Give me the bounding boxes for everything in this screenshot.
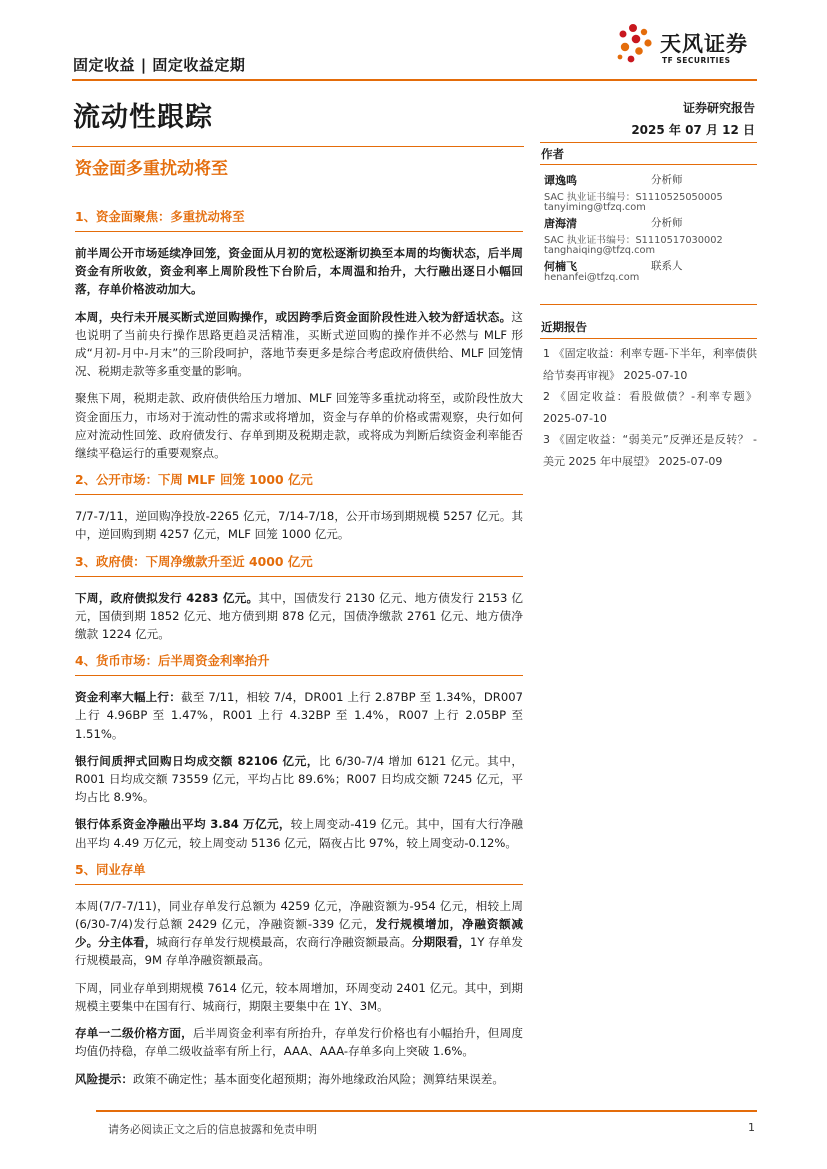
section-heading-3: 3、政府债：下周净缴款升至近 4000 亿元	[75, 553, 313, 569]
recent-report-link[interactable]: 1 《固定收益：利率专题-下半年，利率债供给节奏再审视》 2025-07-10	[543, 347, 757, 382]
section-heading-2: 2、公开市场：下周 MLF 回笼 1000 亿元	[75, 472, 313, 488]
sidebar-top-rule	[540, 142, 757, 143]
body-text: 城商行存单发行规模最高，农商行净融资额最高。	[156, 935, 412, 950]
sidebar-rule	[540, 304, 757, 305]
paragraph	[75, 308, 523, 381]
bold-text: 银行间质押式回购日均成交额 82106 亿元，	[75, 753, 319, 768]
tf-securities-logo	[612, 22, 762, 70]
author-name: 何楠飞	[544, 260, 577, 273]
section-rule	[75, 884, 523, 885]
recent-reports-heading: 近期报告	[541, 320, 587, 334]
paragraph	[75, 1024, 523, 1060]
bold-text: 存单一二级价格方面，	[75, 1026, 193, 1041]
section-rule	[75, 576, 523, 577]
page-number: 1	[748, 1121, 755, 1134]
author-role: 联系人	[651, 260, 683, 272]
body-text: 聚焦下周，税期走款、政府债供给压力增加、MLF 回笼等多重扰动将至，或阶段性放大资金面压力，市场对于流动性的需求或将增加，资金与存单的价格或需观察，央行如何应对流动性回笼、政府债发行、存单到期及税期走款，或将成为判断后续资金利率能否继续平稳运行的重要观察点。	[75, 391, 523, 461]
paragraph	[75, 979, 523, 1015]
footer-rule	[96, 1110, 757, 1112]
body-text: 比 6/30-7/4 增加 6121 亿元。其中，R001 日均成交额 73559 亿元，平均占比 89.6%；R007 日均成交额 7245 亿元，平均占比 8.9%。	[75, 753, 523, 805]
section-rule	[75, 494, 523, 495]
author-name: 唐海清	[544, 217, 577, 230]
report-category: 固定收益 | 固定收益定期	[73, 56, 246, 74]
section-rule	[75, 231, 523, 232]
paragraph	[75, 389, 523, 462]
paragraph	[75, 897, 523, 970]
author-card	[541, 215, 757, 258]
header-rule	[72, 79, 757, 81]
section-rule	[75, 675, 523, 676]
bold-text: 风险提示：	[75, 1071, 133, 1086]
author-cert: SAC 执业证书编号：S1110525050005	[544, 192, 723, 203]
bold-text: 下周，政府债拟发行 4283 亿元。	[75, 590, 259, 605]
bold-text: 本周，央行未开展买断式逆回购操作，或因跨季后资金面阶段性进入较为舒适状态。	[75, 309, 512, 324]
recent-reports-list	[541, 343, 757, 472]
paragraph	[75, 752, 523, 807]
paragraph	[75, 244, 523, 299]
body-text: 本周(7/7-7/11)，同业存单发行总额为 4259 亿元，净融资额为-954 亿元，相较上周(6/30-7/4)发行总额 2429 亿元，净融资额-339 亿元，	[75, 898, 523, 932]
body-text: 截至 7/11，相较 7/4，DR001 上行 2.87BP 至 1.34%，DR007 上行 4.96BP 至 1.47%，R001 上行 4.32BP 至 1.4%，R007 上行 2.05BP 至 1.51%。	[75, 690, 523, 741]
author-role: 分析师	[651, 217, 683, 229]
bold-text: 发行规模增加，净融资额减少。分主体看，	[75, 917, 523, 950]
report-type: 证券研究报告	[682, 101, 755, 115]
main-content	[75, 208, 523, 1097]
body-text: 1Y 存单发行规模最高，9M 存单净融资额最高。	[75, 935, 523, 968]
author-email[interactable]: tanghaiqing@tfzq.com	[544, 245, 656, 256]
section-heading-5: 5、同业存单	[75, 861, 146, 877]
body-text: 政策不确定性；基本面变化超预期；海外地缘政治风险；测算结果误差。	[132, 1071, 504, 1086]
body-text: 后半周资金利率有所抬升，存单发行价格也有小幅抬升，但周度均值仍持稳，存单二级收益率有所上行，AAA、AAA-存单多向上突破 1.6%。	[75, 1026, 523, 1059]
page-subtitle: 资金面多重扰动将至	[75, 159, 228, 179]
sidebar-rule	[540, 164, 757, 165]
recent-report-link[interactable]: 2 《固定收益：看股做债？-利率专题》 2025-07-10	[543, 390, 757, 425]
author-cert: SAC 执业证书编号：S1110517030002	[544, 235, 723, 246]
paragraph	[75, 815, 523, 851]
logo-text-en: TF SECURITIES	[662, 56, 731, 65]
sidebar-rule	[540, 338, 757, 339]
author-card	[541, 172, 757, 215]
section-heading-1: 1、资金面聚焦：多重扰动将至	[75, 209, 245, 224]
paragraph	[75, 688, 523, 743]
author-email[interactable]: tanyiming@tfzq.com	[544, 202, 646, 213]
section-heading-4: 4、货币市场：后半周资金利率抬升	[75, 653, 270, 669]
title-rule	[72, 146, 524, 147]
author-card	[541, 258, 757, 304]
logo-text-cn: 天风证券	[660, 32, 748, 56]
author-role: 分析师	[651, 174, 683, 186]
report-date: 2025 年 07 月 12 日	[631, 123, 755, 137]
bold-text: 分期限看，	[411, 935, 470, 950]
footer-disclaimer: 请务必阅读正文之后的信息披露和免责申明	[108, 1123, 317, 1136]
page-title: 流动性跟踪	[73, 102, 213, 133]
body-text: 下周，同业存单到期规模 7614 亿元，较本周增加，环周变动 2401 亿元。其中，到期规模主要集中在国有行、城商行，期限主要集中在 1Y、3M。	[75, 980, 523, 1013]
body-text: 这也说明了当前央行操作思路更趋灵活精准，买断式逆回购的操作并不必然与 MLF 形成“月初-月中-月末”的三阶段呵护，落地节奏更多是综合考虑政府债供给、MLF 回笼情况、税期走款等多重变量的影响。	[75, 309, 523, 379]
author-email[interactable]: henanfei@tfzq.com	[544, 272, 640, 283]
bold-text: 银行体系资金净融出平均 3.84 万亿元，	[75, 817, 291, 832]
body-text: 7/7-7/11，逆回购净投放-2265 亿元，7/14-7/18，公开市场到期规模 5257 亿元。其中，逆回购到期 4257 亿元，MLF 回笼 1000 亿元。	[75, 509, 523, 542]
bold-text: 前半周公开市场延续净回笼，资金面从月初的宽松逐渐切换至本周的均衡状态，后半周资金有所收敛，资金利率上周阶段性下台阶后，本周温和抬升，大行融出逐日小幅回落，存单价格波动加大。	[75, 246, 523, 297]
sidebar	[541, 146, 757, 472]
author-name: 谭逸鸣	[544, 174, 577, 187]
authors-heading: 作者	[541, 147, 564, 161]
logo-mark-icon	[612, 22, 658, 68]
recent-report-link[interactable]: 3 《固定收益：“弱美元”反弹还是反转？ -美元 2025 年中展望》 2025-07-09	[543, 433, 757, 468]
bold-text: 资金利率大幅上行：	[75, 690, 181, 705]
body-text: 其中，国债发行 2130 亿元、地方债发行 2153 亿元，国债到期 1852 亿元、地方债到期 878 亿元，国债净缴款 2761 亿元、地方债净缴款 1224 亿元。	[75, 590, 523, 642]
paragraph	[75, 589, 523, 644]
paragraph	[75, 507, 523, 543]
risk-warning	[75, 1070, 523, 1088]
body-text: 较上周变动-419 亿元。其中，国有大行净融出平均 4.49 万亿元，较上周变动 5136 亿元，隔夜占比 97%，较上周变动-0.12%。	[75, 817, 523, 850]
